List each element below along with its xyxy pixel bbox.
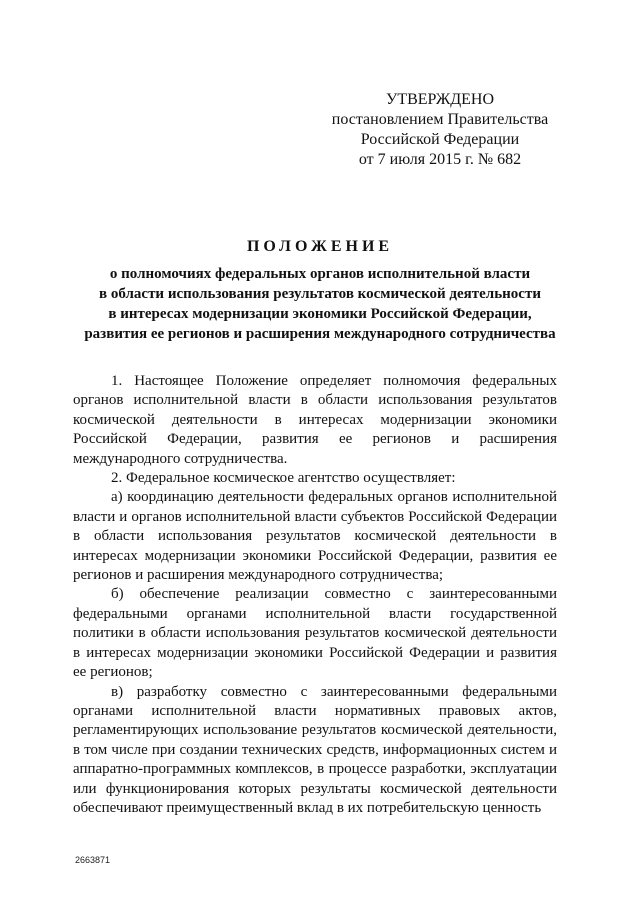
document-body <box>73 372 557 818</box>
subtitle-line: о полномочиях федеральных органов исполнительной власти <box>109 266 531 282</box>
document-id: 2663871 <box>75 855 111 865</box>
subtitle-line: в интересах модернизации экономики Российской Федерации, <box>108 306 532 322</box>
paragraph-2v: в) разработку совместно с заинтересованными федеральными органами исполнительной власти нормативных правовых актов, регламентирующих использование результатов космической деятельности, в том числе при создании технических средств, информационных систем и аппаратно-программных комплексов, в процессе разработки, эксплуатации или функционирования которых результаты космической деятельности обеспечивают преимущественный вклад в их потребительскую ценность <box>73 683 557 816</box>
paragraph-1: 1. Настоящее Положение определяет полномочия федеральных органов исполнительной власти в области использования результатов космической деятельности в интересах модернизации экономики Российской Федерации, развития ее регионов и расширения международного сотрудничества. <box>73 373 557 467</box>
approval-stamp <box>330 90 550 170</box>
document-subtitle <box>60 264 580 344</box>
subtitle-line: развития ее регионов и расширения международного сотрудничества <box>84 326 556 342</box>
paragraph-2a: а) координацию деятельности федеральных органов исполнительной власти и органов исполнительной власти субъектов Российской Федерации в области использования результатов космической деятельности в интересах модернизации экономики Российской Федерации, развития ее регионов и расширения международного сотрудничества; <box>73 489 557 584</box>
approval-line-3: от 7 июля 2015 г. № 682 <box>358 151 522 168</box>
paragraph-2b: б) обеспечение реализации совместно с заинтересованными федеральными органами исполнительной власти государственной политики в области использования результатов космической деятельности в интересах модернизации экономики Российской Федерации и развития ее регионов; <box>73 586 557 681</box>
approval-line-2: Российской Федерации <box>360 131 520 148</box>
paragraph-2: 2. Федеральное космическое агентство осуществляет: <box>111 470 456 487</box>
document-title: ПОЛОЖЕНИЕ <box>246 238 394 255</box>
approval-heading: УТВЕРЖДЕНО <box>385 91 494 108</box>
approval-line-1: постановлением Правительства <box>331 111 549 128</box>
subtitle-line: в области использования результатов космической деятельности <box>99 286 541 302</box>
